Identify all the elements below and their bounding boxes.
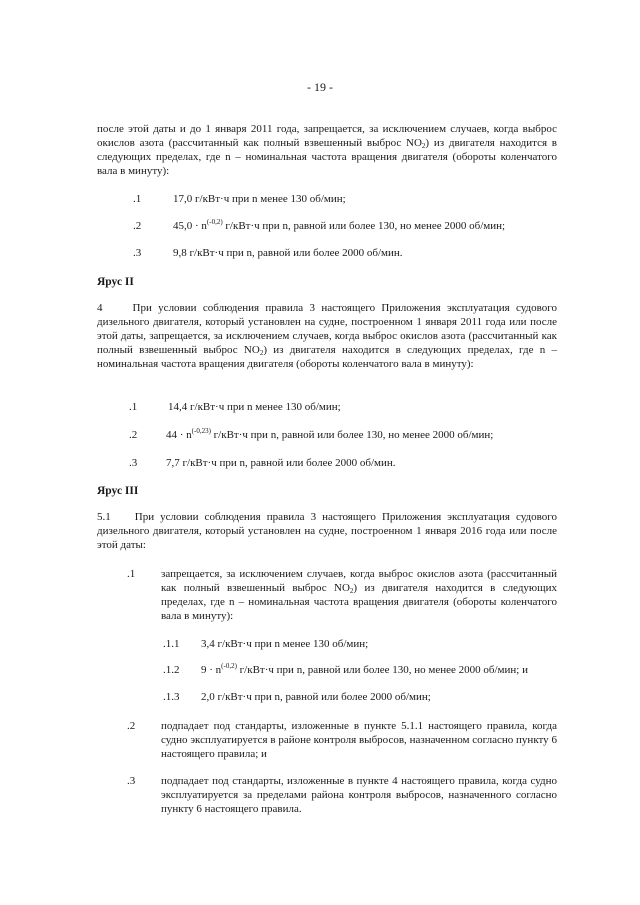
- list-item: .1.3 2,0 г/кВт·ч при n, равной или более 2000 об/мин;: [163, 691, 431, 703]
- subitem-2-text: подпадает под стандарты, изложенные в пункте 5.1.1 настоящего правила, когда судно эксплуатируется в районе контроля выбросов, назначенном согласно пункту 6 настоящего правила; и: [161, 720, 557, 760]
- list-item: .3 7,7 г/кВт·ч при n, равной или более 2000 об/мин.: [129, 457, 396, 469]
- subitem-3-text: подпадает под стандарты, изложенные в пункте 4 настоящего правила, когда судно эксплуатируется за пределами района контроля выбросов, назначенного согласно пункту 6 настоящего правила.: [161, 775, 557, 815]
- list-item: .3 9,8 г/кВт·ч при n, равной или более 2000 об/мин.: [133, 247, 403, 259]
- subitem-1-text: запрещается, за исключением случаев, когда выброс окислов азота (рассчитанный как полный взвешенный выброс $NO_2$) из двигателя находится в следующих пределах, где n – номинальная частота вращения двигателя (обороты коленчатого вала в минуту):: [161, 568, 558, 622]
- list-item: .1 17,0 г/кВт·ч при n менее 130 об/мин;: [133, 193, 346, 205]
- page-number: - 19 -: [307, 80, 333, 94]
- section-heading-tier-2: Ярус II: [97, 276, 134, 288]
- list-item: .2 $44 \cdot n^{(-0,23)}$ г/кВт·ч при n, равной или более 130, но менее 2000 об/мин;: [129, 427, 494, 441]
- section-heading-tier-3: Ярус III: [97, 485, 139, 497]
- list-item: .1.1 3,4 г/кВт·ч при n менее 130 об/мин;: [163, 638, 369, 650]
- subitem-number: .2: [127, 720, 136, 732]
- subitem-number: .3: [127, 775, 136, 787]
- list-item: .1 14,4 г/кВт·ч при n менее 130 об/мин;: [129, 401, 341, 413]
- subitem-number: .1: [127, 568, 136, 580]
- intro-paragraph: после этой даты и до 1 января 2011 года, запрещается, за исключением случаев, когда выброс окислов азота (рассчитанный как полный взвешенный выброс $NO_2$) из двигателя находится в следующих пределах, где n – номинальная частота вращения двигателя (обороты коленчатого вала в минуту):: [97, 123, 558, 177]
- list-item: .2 $45,0 \cdot n^{(-0,2)}$ г/кВт·ч при n, равной или более 130, но менее 2000 об/мин;: [133, 218, 506, 232]
- paragraph-4: 4 При условии соблюдения правила 3 настоящего Приложения эксплуатация судового дизельного двигателя, который установлен на судне, построенном 1 января 2011 года или после этой даты, запрещается, за исключением случаев, когда выброс окислов азота (рассчитанный как полный взвешенный выброс $NO_2$) из двигателя находится в следующих пределах, где n – номинальная частота вращения двигателя (обороты коленчатого вала в минуту):: [97, 302, 557, 370]
- paragraph-5-1: 5.1 При условии соблюдения правила 3 настоящего Приложения эксплуатация судового дизельного двигателя, который установлен на судне, построенном 1 января 2016 года или после этой даты:: [97, 511, 557, 551]
- list-item: .1.2 $9 \cdot n^{(-0,2)}$ г/кВт·ч при n, равной или более 130, но менее 2000 об/мин; и: [163, 662, 528, 676]
